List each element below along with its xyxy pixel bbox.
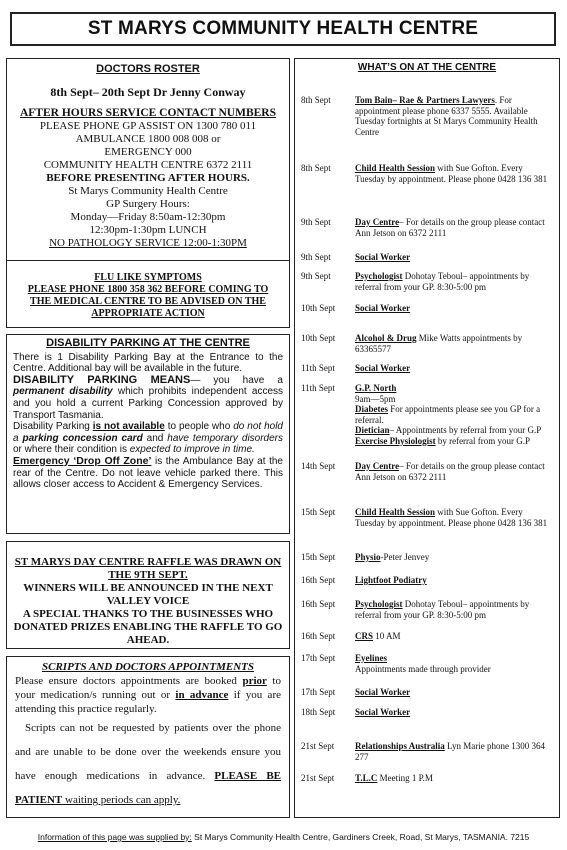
event-name: Social Worker: [355, 303, 411, 313]
event-row: [301, 552, 555, 563]
event-row: [301, 741, 555, 762]
roster-line-6: St Marys Community Health Centre: [68, 185, 228, 197]
event-desc: 10 AM: [373, 631, 401, 641]
after-hours-heading: AFTER HOURS SERVICE CONTACT NUMBERS: [19, 107, 277, 119]
disability-paragraph-1: There is 1 Disability Parking Bay at the Entrance to the Centre. Additional bay will be available in the future.: [13, 351, 283, 375]
event-date: 16th Sept: [301, 599, 336, 609]
event-desc: – For details on the group please contact Ann Jetson on 6372 2111: [355, 461, 545, 482]
event-date: 9th Sept: [301, 217, 331, 227]
diabetes-name: Diabetes: [355, 404, 388, 414]
event-name: CRS: [355, 631, 374, 641]
scripts-heading: SCRIPTS AND DOCTORS APPOINTMENTS: [42, 661, 254, 673]
event-name: Lightfoot Podiatry: [355, 575, 427, 585]
event-desc: with Sue Gofton. Every Tuesday by appointment. Please phone 0428 136 381: [355, 507, 548, 528]
raffle-line-6: DONATED PRIZES ENABLING THE RAFFLE TO GO: [13, 621, 283, 633]
event-desc: -Peter Jenvey: [380, 552, 430, 562]
event-date: 18th Sept: [301, 707, 336, 717]
roster-line-7: GP Surgery Hours:: [106, 198, 190, 210]
flu-line-2: THE MEDICAL CENTRE TO BE ADVISED ON THE: [30, 296, 266, 307]
event-date: 10th Sept: [301, 303, 336, 313]
doctors-roster-box: [6, 58, 290, 328]
exercise-physiologist-desc: by referral from your G.P: [435, 435, 531, 446]
footer-label: Information of this page was supplied by:: [37, 832, 192, 842]
flu-line-3: APPROPRIATE ACTION: [91, 308, 205, 319]
gp-north-hours: 9am—5pm: [355, 393, 396, 404]
disability-means-label: DISABILITY PARKING MEANS: [13, 373, 191, 386]
disability-p3-a: Disability Parking: [13, 421, 93, 433]
event-date: 16th Sept: [301, 631, 336, 641]
event-date: 17th Sept: [301, 653, 336, 663]
event-name: Day Centre: [355, 461, 400, 471]
raffle-line-7: AHEAD.: [126, 634, 170, 646]
not-available-text: is not available: [92, 421, 165, 433]
event-desc: Dohotay Teboul– appointments by referral from your GP. 8:30-5:00 pm: [355, 271, 530, 292]
exercise-physiologist-name: Exercise Physiologist: [355, 435, 436, 446]
event-name: Social Worker: [355, 687, 411, 697]
event-desc: . For appointment please phone 6337 5555. Available Tuesday fortnights at St Marys Community Health Centre: [355, 95, 538, 137]
event-date: 21st Sept: [301, 741, 335, 751]
raffle-line-2: THE 9TH SEPT.: [108, 569, 188, 581]
event-name: Physio: [355, 552, 381, 562]
scripts-p2-end: waiting periods can apply.: [62, 794, 181, 806]
event-date: 9th Sept: [301, 252, 331, 262]
raffle-line-1: ST MARYS DAY CENTRE RAFFLE WAS DRAWN ON: [14, 556, 282, 568]
footer-text: St Marys Community Health Centre, Gardiners Creek, Road, St Marys, TASMANIA. 7215: [191, 832, 530, 842]
event-date: 15th Sept: [301, 552, 336, 562]
event-name: Day Centre: [355, 217, 400, 227]
flu-line-1: PLEASE PHONE 1800 358 362 BEFORE COMING TO: [27, 284, 269, 295]
roster-dates: 8th Sept– 20th Sept Dr Jenny Conway: [50, 85, 246, 99]
event-name: Social Worker: [355, 252, 411, 262]
disability-p3-d: and: [142, 432, 168, 444]
flu-heading: FLU LIKE SYMPTOMS: [94, 272, 202, 283]
scripts-p1-c: if you are attending this practice regularly.: [15, 689, 281, 715]
event-row: [301, 217, 555, 238]
disability-heading: DISABILITY PARKING AT THE CENTRE: [46, 337, 250, 349]
disability-p3-f: or where their condition is: [13, 444, 130, 456]
event-date: 16th Sept: [301, 575, 336, 585]
event-row: [301, 599, 555, 620]
event-desc: – For details on the group please contact Ann Jetson on 6372 2111: [355, 217, 545, 238]
event-date: 17th Sept: [301, 687, 336, 697]
event-name: Child Health Session: [355, 507, 436, 517]
event-desc: with Sue Gofton. Every Tuesday by appointment. Please phone 0428 136 381: [355, 163, 548, 184]
event-row: [301, 707, 555, 718]
event-row: [301, 461, 555, 482]
disability-p3-e: have temporary disorders: [167, 432, 284, 444]
whats-on-box: [294, 58, 560, 818]
event-date: 21st Sept: [301, 773, 335, 783]
raffle-line-3: WINNERS WILL BE ANNOUNCED IN THE NEXT: [23, 582, 273, 594]
event-name: G.P. North: [355, 383, 397, 393]
roster-heading: DOCTORS ROSTER: [96, 63, 200, 75]
dietician-name: Dietician: [355, 425, 390, 435]
permanent-disability-text: permanent disability: [13, 386, 113, 398]
disability-parking-box: [6, 334, 290, 534]
event-desc: Meeting 1 P.M: [377, 773, 433, 783]
roster-line-9: 12:30pm-1:30pm LUNCH: [89, 224, 207, 236]
scripts-p2: Scripts can not be requested by patients over the phone and are unable to be done over the weekends ensure you have enough medications in advance.: [15, 722, 281, 782]
footer: [0, 832, 567, 842]
event-row: [301, 252, 555, 263]
event-desc: Lyn Marie phone 1300 364 277: [355, 741, 546, 762]
event-name: Psychologist: [355, 271, 403, 281]
event-desc: Dohotay Teboul– appointments by referral from your GP. 8:30-5:00 pm: [355, 599, 530, 620]
event-row: [301, 773, 555, 784]
event-row: [301, 363, 555, 374]
roster-line-4: COMMUNITY HEALTH CENTRE 6372 2111: [43, 159, 253, 171]
roster-line-8: Monday—Friday 8:50am-12:30pm: [70, 211, 226, 223]
event-row: [301, 333, 555, 354]
event-row: [301, 687, 555, 698]
disability-p3-g: expected to improve in time.: [129, 444, 255, 456]
event-row: [301, 383, 555, 446]
drop-off-zone-text: is the Ambulance Bay at the rear of the Centre. Do not leave vehicle parked there. This allows closer access to Accident & Emergency Services.: [13, 455, 283, 491]
in-advance-text: in advance: [175, 689, 229, 701]
disability-means-text-a: — you have a: [190, 374, 283, 386]
dietician-desc: – Appointments by referral from your G.P: [389, 425, 542, 435]
roster-line-1: PLEASE PHONE GP ASSIST ON 1300 780 011: [39, 120, 257, 132]
event-name: Alcohol & Drug: [355, 333, 417, 343]
roster-line-5: BEFORE PRESENTING AFTER HOURS.: [46, 172, 250, 184]
event-row: [301, 575, 555, 586]
raffle-line-4: VALLEY VOICE: [106, 595, 190, 607]
scripts-paragraph-1: [15, 674, 281, 716]
concession-card-text: parking concession card: [22, 432, 143, 444]
disability-p3-b: to people who: [164, 421, 234, 433]
scripts-paragraph-2: [15, 716, 281, 812]
event-name: Tom Bain– Rae & Partners Lawyers: [355, 95, 495, 105]
event-row: [301, 303, 555, 314]
event-row: [301, 95, 555, 137]
event-row: [301, 271, 555, 292]
event-date: 8th Sept: [301, 95, 331, 105]
drop-off-zone-label: Emergency ‘Drop Off Zone’: [13, 454, 152, 467]
event-row: [301, 631, 555, 642]
roster-line-10: NO PATHOLOGY SERVICE 12:00-1:30PM: [49, 237, 247, 249]
whats-on-heading: WHAT’S ON AT THE CENTRE: [357, 62, 497, 73]
event-desc: Mike Watts appointments by 63365577: [355, 333, 523, 354]
raffle-line-5: A SPECIAL THANKS TO THE BUSINESSES WHO: [22, 608, 274, 620]
be-patient-text: PLEASE BE PATIENT: [15, 770, 282, 806]
disability-paragraph-4: [13, 456, 283, 491]
event-date: 11th Sept: [301, 363, 335, 373]
event-row: [301, 653, 555, 674]
disability-paragraph-2: [13, 375, 283, 421]
event-name: Social Worker: [355, 363, 411, 373]
event-name: Psychologist: [355, 599, 403, 609]
scripts-p1-a: Please ensure doctors appointments are booked: [15, 675, 243, 687]
event-date: 11th Sept: [301, 383, 335, 393]
event-row: [301, 507, 555, 528]
page-title: ST MARYS COMMUNITY HEALTH CENTRE: [10, 12, 556, 46]
event-date: 10th Sept: [301, 333, 336, 343]
roster-line-2: AMBULANCE 1800 008 008 or: [75, 133, 221, 145]
event-date: 9th Sept: [301, 271, 331, 281]
scripts-box: [6, 656, 290, 818]
event-name: Social Worker: [355, 707, 411, 717]
event-date: 14th Sept: [301, 461, 336, 471]
scripts-p1-b: to your medication/s running out or: [15, 675, 281, 701]
event-date: 15th Sept: [301, 507, 336, 517]
event-name: Relationships Australia: [355, 741, 445, 751]
eyelines-desc: Appointments made through provider: [355, 663, 491, 674]
event-name: T.L.C: [355, 773, 378, 783]
disability-paragraph-3: [13, 421, 283, 456]
roster-line-3: EMERGENCY 000: [104, 146, 192, 158]
diabetes-desc: For appointments please see you GP for a referral.: [355, 404, 541, 425]
prior-text: prior: [242, 675, 267, 687]
raffle-box: [6, 541, 290, 649]
disability-means-text-b: which prohibits independent access and you hold a current Parking Concession approved by Transport Tasmania.: [13, 386, 284, 421]
event-name: Eyelines: [355, 653, 388, 663]
event-name: Child Health Session: [355, 163, 436, 173]
event-date: 8th Sept: [301, 163, 331, 173]
disability-p3-c: do not hold a: [13, 421, 283, 444]
event-row: [301, 163, 555, 184]
